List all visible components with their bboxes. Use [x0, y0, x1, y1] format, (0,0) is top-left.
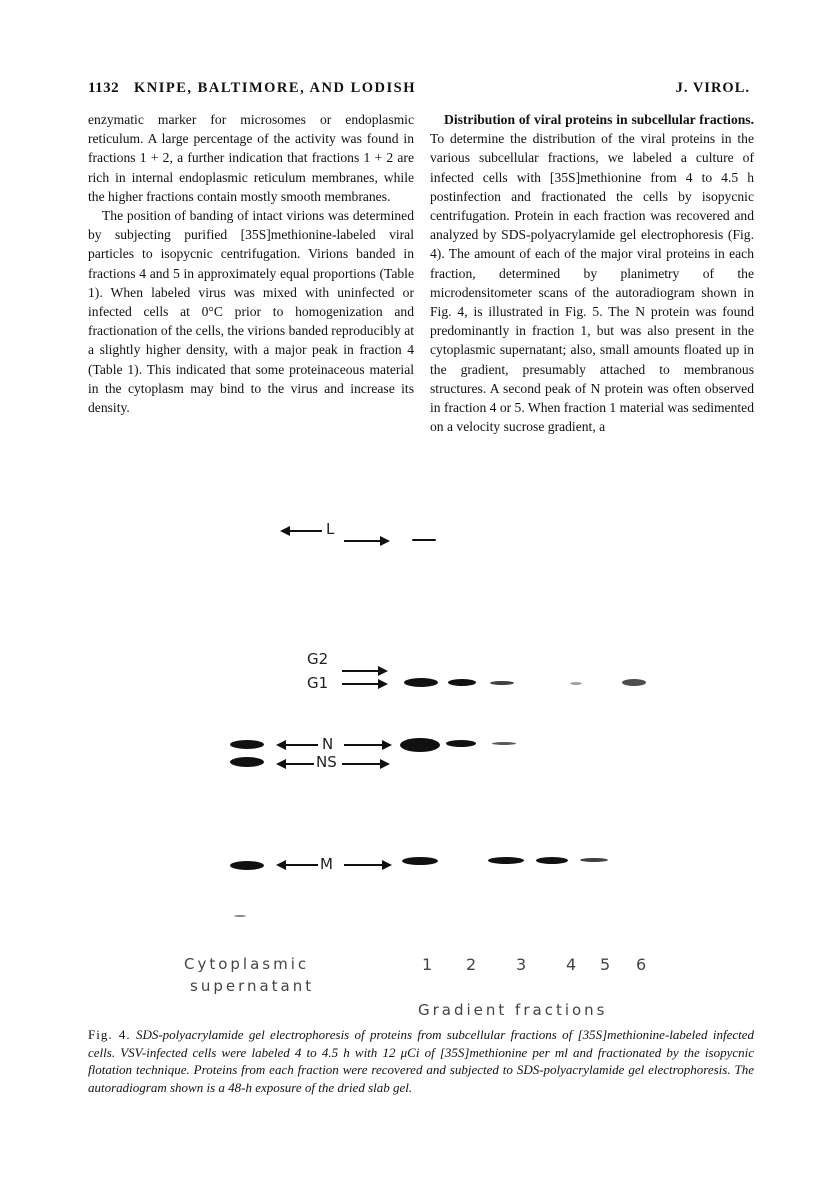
figure-caption: [88, 1026, 754, 1096]
l-arrow-left: [288, 530, 322, 532]
band-m-lane3: [488, 857, 524, 864]
g1-arrow: [342, 683, 380, 685]
section-heading: Distribution of viral proteins in subcellular fractions.: [444, 112, 754, 127]
band-g1-lane6: [622, 679, 646, 686]
lane-number-3: 3: [516, 955, 527, 974]
band-n-cytoplasmic: [230, 740, 264, 749]
band-label-g1: G1: [307, 674, 329, 692]
band-faint-bottom: [234, 915, 246, 917]
m-arrow-right: [344, 864, 384, 866]
band-n-lane1: [400, 738, 440, 752]
g2-arrow: [342, 670, 380, 672]
page-number: 1132: [88, 80, 120, 96]
band-label-m: M: [320, 855, 333, 873]
gradient-fractions-label: Gradient fractions: [418, 1001, 608, 1019]
ns-arrow-right: [342, 763, 382, 765]
l-arrow-right: [344, 540, 382, 542]
left-para-1: enzymatic marker for microsomes or endoplasmic reticulum. A large percentage of the activity was found in fractions 1 + 2, a further indication that fractions 1 + 2 are rich in internal endoplasmic reticulum membranes, while the higher fractions contain mostly smooth membranes.: [88, 112, 414, 204]
n-arrow-left: [284, 744, 318, 746]
band-n-lane3: [492, 742, 516, 745]
left-para-2: The position of banding of intact virions was determined by subjecting purified [35S]methionine-labeled viral particles to isopycnic centrifugation. Virions banded in fractions 4 and 5 in approximately equal proportions (Table 1). When labeled virus was mixed with uninfected or infected cells at 0°C prior to homogenization and fractionation of the cells, the virions banded reproducibly at a slightly higher density, with a major peak in fraction 4 (Table 1). This indicated that some proteinaceous material in the cytoplasm may bind to the virus and increase its density.: [88, 208, 414, 416]
band-g1-lane3: [490, 681, 514, 685]
band-n-lane2: [446, 740, 476, 747]
band-m-lane1: [402, 857, 438, 865]
band-g1-lane1: [404, 678, 438, 687]
band-label-n: N: [322, 735, 334, 753]
band-m-cytoplasmic: [230, 861, 264, 870]
lane-number-2: 2: [466, 955, 477, 974]
caption-text: SDS-polyacrylamide gel electrophoresis of proteins from subcellular fractions of [35S]methionine-labeled infected cells. VSV-infected cells were labeled 4 to 4.5 h with 12 μCi of [35S]methionine per ml and fractionated by the isopycnic flotation technique. Proteins from each fraction were recovered and subjected to SDS-polyacrylamide gel electrophoresis. The autoradiogram shown is a 48-h exposure of the dried slab gel.: [88, 1027, 754, 1095]
band-ns-cytoplasmic: [230, 757, 264, 767]
band-m-lane4: [536, 857, 568, 864]
lane-number-6: 6: [636, 955, 647, 974]
lane-number-5: 5: [600, 955, 611, 974]
journal-name: J. VIROL.: [675, 80, 750, 96]
right-para-1: To determine the distribution of the viral proteins in the various subcellular fractions, we labeled a culture of infected cells with [35S]methionine from 4 to 4.5 h postinfection and fractionated the cells by isopycnic centrifugation. Protein in each fraction was recovered and analyzed by SDS-polyacrylamide gel electrophoresis (Fig. 4). The amount of each of the major viral proteins in each fraction, determined by planimetry of the microdensitometer scans of the autoradiogram shown in Fig. 4, is illustrated in Fig. 5. The N protein was found predominantly in fraction 1, but was also present in the cytoplasmic supernatant; also, small amounts floated up in the gradient, presumably attached to membranous structures. A second peak of N protein was often observed in fraction 4 or 5. When fraction 1 material was sedimented on a velocity sucrose gradient, a: [430, 131, 754, 435]
running-authors: KNIPE, BALTIMORE, AND LODISH: [134, 80, 416, 96]
lane-label-cytoplasmic: Cytoplasmic: [184, 955, 310, 973]
caption-fig-label: Fig. 4.: [88, 1027, 131, 1042]
ns-arrow-left: [284, 763, 314, 765]
band-g1-lane5: [570, 682, 582, 685]
lane-number-4: 4: [566, 955, 577, 974]
band-label-g2: G2: [307, 650, 329, 668]
band-label-ns: NS: [316, 753, 337, 771]
m-arrow-left: [284, 864, 318, 866]
n-arrow-right: [344, 744, 384, 746]
lane-label-supernatant: supernatant: [190, 977, 315, 995]
band-m-lane5: [580, 858, 608, 862]
band-label-l: L: [326, 520, 335, 538]
band-l-lane1: [412, 539, 436, 541]
band-g1-lane2: [448, 679, 476, 686]
lane-number-1: 1: [422, 955, 433, 974]
